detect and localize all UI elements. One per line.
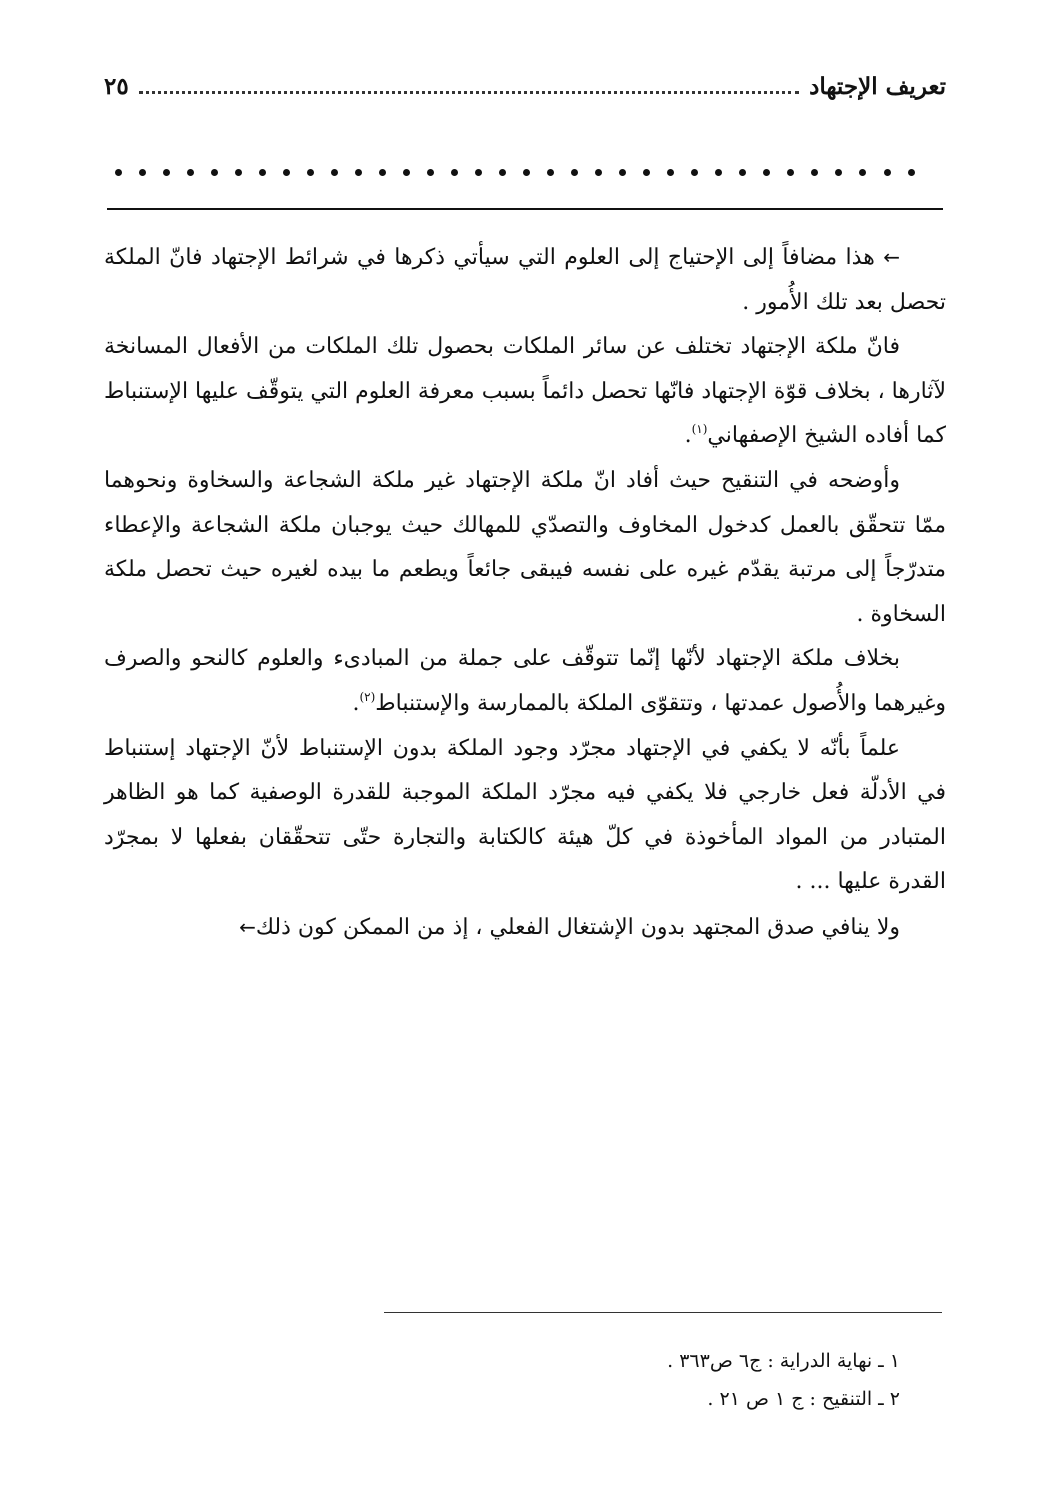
ornament-dot — [163, 169, 170, 176]
ornament-dot — [235, 169, 242, 176]
paragraph-2 — [104, 325, 946, 459]
ornament-dot — [307, 169, 314, 176]
ornament-dot — [187, 169, 194, 176]
paragraph-4-end: . — [352, 690, 360, 716]
footnote-1: ١ ـ نهاية الدراية : ج٦ ص٣٦٣ . — [667, 1350, 900, 1372]
ornament-dot — [571, 169, 578, 176]
ornament-dot — [427, 169, 434, 176]
paragraph-6 — [104, 905, 946, 951]
continuation-arrow-icon: ← — [239, 914, 256, 939]
ornament-dot — [283, 169, 290, 176]
ornament-dot — [379, 169, 386, 176]
dot-ornament — [115, 160, 915, 184]
ornament-dot — [115, 169, 122, 176]
paragraph-5-text: علماً بأنّه لا يكفي في الإجتهاد مجرّد وجود الملكة بدون الإستنباط لأنّ الإجتهاد إستنباط في الأدلّة فعل خارجي فلا يكفي فيه مجرّد الملكة الموجبة للقدرة الوصفية كما هو الظاهر المتبادر من المواد المأخوذة في كلّ هيئة كالكتابة والتجارة حتّى تتحقّقان بفعلها لا بمجرّد القدرة عليها ... . — [104, 735, 947, 895]
ornament-dot — [499, 169, 506, 176]
ornament-dot — [908, 169, 915, 176]
ornament-dot — [595, 169, 602, 176]
ornament-dot — [523, 169, 530, 176]
footnote-2: ٢ ـ التنقيح : ج ١ ص ٢١ . — [707, 1388, 900, 1410]
ornament-dot — [787, 169, 794, 176]
ornament-dot — [884, 169, 891, 176]
ornament-dot — [835, 169, 842, 176]
dotted-leader — [139, 91, 799, 94]
ornament-dot — [355, 169, 362, 176]
paragraph-2-end: . — [684, 423, 692, 449]
ornament-dot — [259, 169, 266, 176]
paragraph-5 — [104, 727, 946, 905]
ornament-dot — [547, 169, 554, 176]
paragraph-1 — [104, 235, 946, 325]
continuation-arrow-icon: ← — [883, 245, 900, 269]
ornament-dot — [619, 169, 626, 176]
ornament-dot — [643, 169, 650, 176]
ornament-dot — [859, 169, 866, 176]
paragraph-4-text: بخلاف ملكة الإجتهاد لأنّها إنّما تتوقّف على جملة من المبادىء والعلوم كالنحو والصرف وغيرهما والأُصول عمدتها ، وتتقوّى الملكة بالممارسة والإستنباط — [104, 646, 946, 716]
ornament-dot — [475, 169, 482, 176]
paragraph-2-text: فانّ ملكة الإجتهاد تختلف عن سائر الملكات بحصول تلك الملكات من الأفعال المسانخة لآثارها ، بخلاف قوّة الإجتهاد فانّها تحصل دائماً بسبب معرفة العلوم التي يتوقّف عليها الإستنباط كما أفاده الشيخ الإصفهاني — [104, 334, 946, 449]
footnote-ref-1[interactable]: (١) — [691, 422, 708, 437]
ornament-dot — [331, 169, 338, 176]
ornament-dot — [691, 169, 698, 176]
ornament-dot — [763, 169, 770, 176]
ornament-dot — [667, 169, 674, 176]
ornament-dot — [739, 169, 746, 176]
paragraph-1-text: هذا مضافاً إلى الإحتياج إلى العلوم التي سيأتي ذكرها في شرائط الإجتهاد فانّ الملكة تحصل بعد تلك الأُمور . — [104, 245, 946, 315]
page-number: ٢٥ — [104, 72, 129, 100]
body-text — [104, 235, 946, 951]
ornament-dot — [451, 169, 458, 176]
footnote-ref-2[interactable]: (٢) — [359, 689, 376, 704]
footnotes — [500, 1342, 900, 1418]
paragraph-3 — [104, 459, 946, 637]
paragraph-3-text: وأوضحه في التنقيح حيث أفاد انّ ملكة الإجتهاد غير ملكة الشجاعة والسخاوة ونحوهما ممّا تتحقّق بالعمل كدخول المخاوف والتصدّي للمهالك حيث يوجبان ملكة الشجاعة والإعطاء متدرّجاً إلى مرتبة يقدّم غيره على نفسه فيبقى جائعاً ويطعم ما بيده لغيره حيث تحصل ملكة السخاوة . — [104, 467, 946, 627]
ornament-dot — [715, 169, 722, 176]
running-header — [104, 66, 946, 106]
ornament-dot — [139, 169, 146, 176]
ornament-dot — [403, 169, 410, 176]
paragraph-4 — [104, 637, 946, 726]
ornament-dot — [211, 169, 218, 176]
header-rule — [107, 208, 943, 210]
ornament-dot — [811, 169, 818, 176]
footnote-rule — [384, 1312, 942, 1313]
paragraph-6-text: ولا ينافي صدق المجتهد بدون الإشتغال الفعلي ، إذ من الممكن كون ذلك — [255, 914, 900, 940]
running-title: تعريف الإجتهاد — [809, 72, 946, 100]
